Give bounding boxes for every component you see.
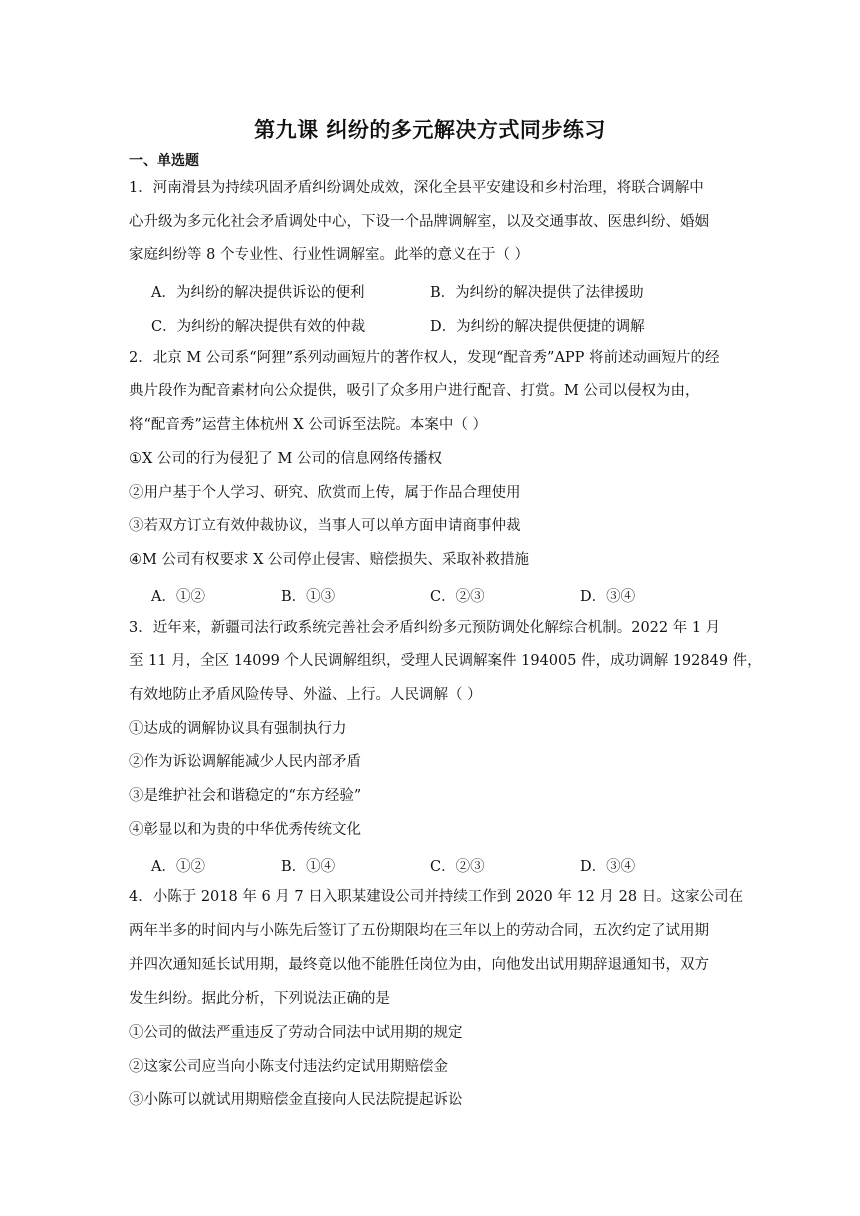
q2-line-2: 典片段作为配音素材向公众提供，吸引了众多用户进行配音、打赏。M 公司以侵权为由， <box>129 383 700 399</box>
q2-statement-3: ③若双方订立有效仲裁协议，当事人可以单方面申请商事仲裁 <box>129 518 521 534</box>
q4-statement-2: ②这家公司应当向小陈支付违法约定试用期赔偿金 <box>129 1059 448 1075</box>
q2-statement-1: ①X 公司的行为侵犯了 M 公司的信息网络传播权 <box>129 451 442 467</box>
q1-line-3: 家庭纠纷等 8 个专业性、行业性调解室。此举的意义在于（ ） <box>129 247 530 263</box>
q1-line-2: 心升级为多元化社会矛盾调处中心，下设一个品牌调解室，以及交通事故、医患纠纷、婚姻 <box>129 214 709 230</box>
q4-line-3: 并四次通知延长试用期，最终竟以他不能胜任岗位为由，向他发出试用期辞退通知书，双方 <box>129 957 709 973</box>
q1-option-b[interactable]: B．为纠纷的解决提供了法律援助 <box>430 285 644 301</box>
q2-statement-2: ②用户基于个人学习、研究、欣赏而上传，属于作品合理使用 <box>129 485 521 501</box>
q4-statement-1: ①公司的做法严重违反了劳动合同法中试用期的规定 <box>129 1025 463 1041</box>
q3-option-b[interactable]: B．①④ <box>281 859 336 875</box>
document-title: 第九课 纠纷的多元解决方式同步练习 <box>254 117 606 142</box>
q3-line-2: 至 11 月，全区 14099 个人民调解组织，受理人民调解案件 194005 件，成功调解 192849 件， <box>129 653 762 669</box>
q3-line-1: 3．近年来，新疆司法行政系统完善社会矛盾纠纷多元预防调处化解综合机制。2022 年 1 月 <box>129 620 721 636</box>
q3-option-a[interactable]: A．①② <box>151 859 205 875</box>
q2-option-d[interactable]: D．③④ <box>580 589 636 605</box>
q3-statement-3: ③是维护社会和谐稳定的“东方经验” <box>129 788 362 804</box>
q4-line-1: 4．小陈于 2018 年 6 月 7 日入职某建设公司并持续工作到 2020 年 12 月 28 日。这家公司在 <box>129 889 744 905</box>
q1-line-1: 1．河南滑县为持续巩固矛盾纠纷调处成效，深化全县平安建设和乡村治理，将联合调解中 <box>129 180 704 196</box>
q4-statement-3: ③小陈可以就试用期赔偿金直接向人民法院提起诉讼 <box>129 1092 463 1108</box>
q3-statement-4: ④彰显以和为贵的中华优秀传统文化 <box>129 822 361 838</box>
section-heading: 一、单选题 <box>129 153 199 169</box>
q2-option-a[interactable]: A．①② <box>151 589 205 605</box>
q2-line-1: 2．北京 M 公司系“阿狸”系列动画短片的著作权人，发现“配音秀”APP 将前述动画短片的经 <box>129 350 720 366</box>
q4-line-2: 两年半多的时间内与小陈先后签订了五份期限均在三年以上的劳动合同，五次约定了试用期 <box>129 923 709 939</box>
q3-statement-2: ②作为诉讼调解能减少人民内部矛盾 <box>129 754 361 770</box>
q1-option-c[interactable]: C．为纠纷的解决提供有效的仲裁 <box>151 319 366 335</box>
q4-line-4: 发生纠纷。据此分析，下列说法正确的是 <box>129 991 390 1007</box>
q1-option-a[interactable]: A．为纠纷的解决提供诉讼的便利 <box>151 285 365 301</box>
q1-option-d[interactable]: D．为纠纷的解决提供便捷的调解 <box>430 319 645 335</box>
q2-line-3: 将“配音秀”运营主体杭州 X 公司诉至法院。本案中（ ） <box>129 417 487 433</box>
q2-option-c[interactable]: C．②③ <box>430 589 485 605</box>
q3-option-c[interactable]: C．②③ <box>430 859 485 875</box>
q2-option-b[interactable]: B．①③ <box>281 589 336 605</box>
q3-option-d[interactable]: D．③④ <box>580 859 636 875</box>
q3-line-3: 有效地防止矛盾风险传导、外溢、上行。人民调解（ ） <box>129 687 482 703</box>
q2-statement-4: ④M 公司有权要求 X 公司停止侵害、赔偿损失、采取补救措施 <box>129 552 529 568</box>
q3-statement-1: ①达成的调解协议具有强制执行力 <box>129 721 347 737</box>
